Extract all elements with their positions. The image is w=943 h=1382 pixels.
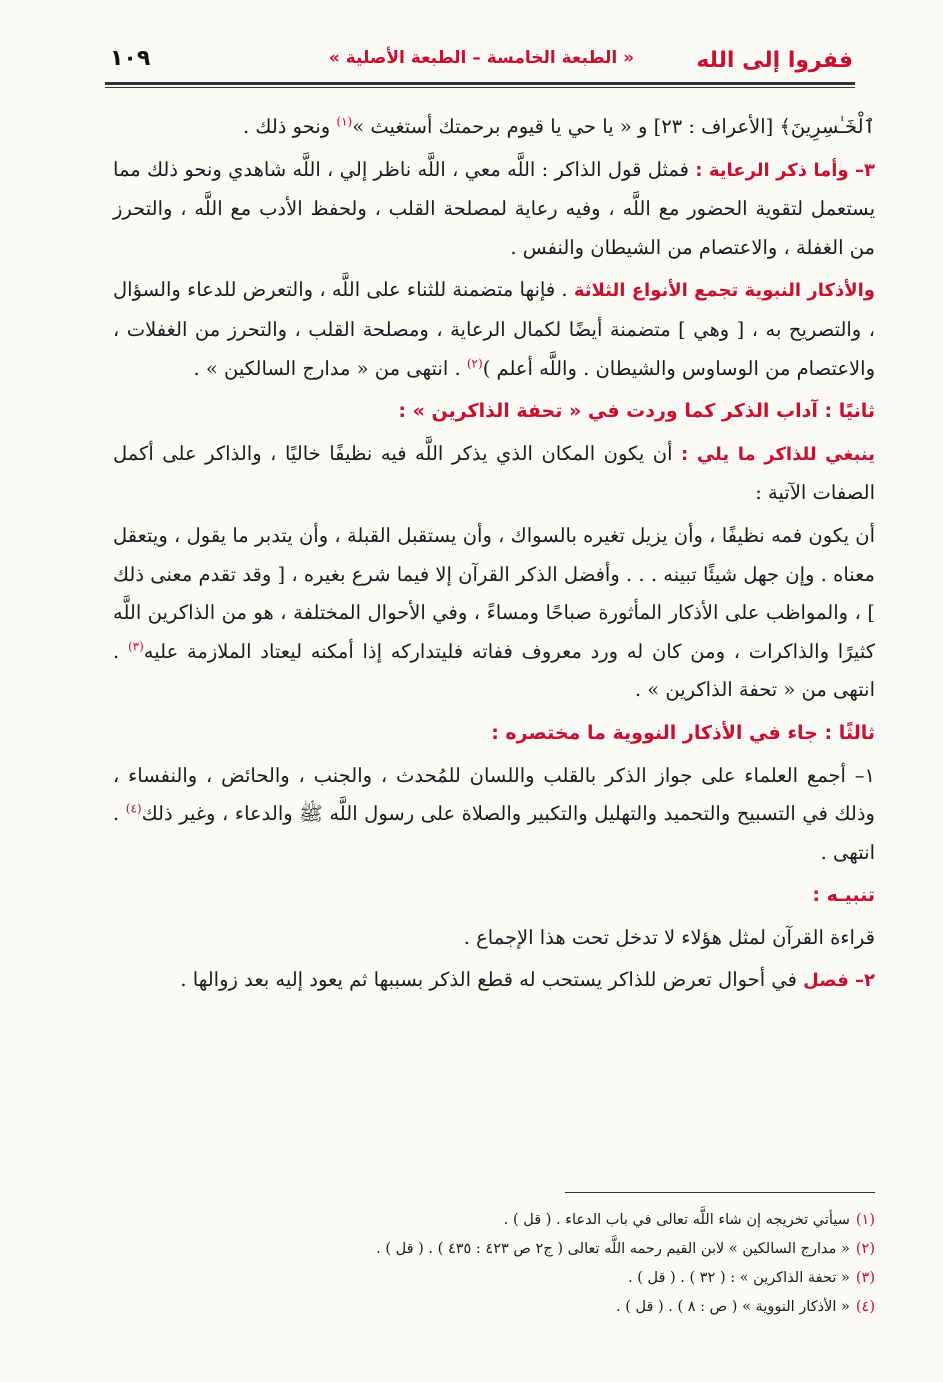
paragraph <box>113 108 875 147</box>
footnote-number: (٢) <box>855 1241 875 1257</box>
paragraph <box>113 435 875 513</box>
footnote-text: سيأتي تخريجه إن شاء اللَّه تعالى في باب الدعاء . ( قل ) . <box>503 1212 850 1228</box>
footnote-ref: (٣) <box>127 639 144 654</box>
footnotes <box>113 1206 875 1322</box>
paragraph-text: ٱلْخَـٰسِرِينَ﴾ [الأعراف : ٢٣] و « يا حي يا قيوم برحمتك أستغيث » <box>352 115 875 138</box>
book-title: ففروا إلى الله <box>696 48 853 73</box>
paragraph-text: أن يكون فمه نظيفًا ، وأن يزيل تغيره بالسواك ، وأن يستقبل القبلة ، وأن يتدبر ما يقول ، ويتعقل معناه . وإن جهل شيئًا تبينه . . . وأفضل الذكر القرآن إلا فيما شرع بغيره ، [ وقد تقدم معنى ذلك ] ، والمواظب على الأذكار المأثورة صباحًا ومساءً ، وفي الأحوال المختلفة ، هو من الذاكرين اللَّه كثيرًا والذاكرات ، ومن كان له ورد معروف ففاته فليتداركه إذا أمكنه ليعتاد الملازمة عليه <box>113 523 875 663</box>
header-rule-thick <box>105 82 855 85</box>
footnote-ref: (٤) <box>125 801 142 816</box>
paragraph-tail: . انتهى من « مدارج السالكين » . <box>193 356 467 380</box>
footnote <box>113 1293 875 1322</box>
page-header <box>110 38 853 82</box>
footnote-text: « مدارج السالكين » لابن القيم رحمه اللَّه تعالى ( ج٢ ص ٤٢٣ : ٤٣٥ ) . ( قل ) . <box>376 1241 850 1257</box>
footnote <box>113 1206 875 1235</box>
paragraph-lead: ٣– وأما ذكر الرعاية : <box>695 159 875 181</box>
paragraph-text: قراءة القرآن لمثل هؤلاء لا تدخل تحت هذا الإجماع . <box>463 925 875 949</box>
footnote-text: « تحفة الذاكرين » : ( ٣٢ ) . ( قل ) . <box>628 1270 850 1286</box>
paragraph-tail: . انتهى من « تحفة الذاكرين » . <box>113 639 875 702</box>
footnote-divider <box>565 1192 875 1193</box>
paragraph-lead: والأذكار النبوية تجمع الأنواع الثلاثة <box>573 280 875 302</box>
paragraph <box>113 271 875 388</box>
footnote-text: « الأذكار النووية » ( ص : ٨ ) . ( قل ) . <box>616 1299 850 1315</box>
paragraph-text: فمثل قول الذاكر : اللَّه معي ، اللَّه ناظر إلي ، اللَّه شاهدي ونحو ذلك مما يستعمل لتقوية الحضور مع اللَّه ، وفيه رعاية لمصلحة القلب ، ولحفظ الأدب مع اللَّه ، والتحرز من الغفلة ، والاعتصام من الشيطان والنفس . <box>113 157 875 259</box>
edition-label: « الطبعة الخامسة – الطبعة الأصلية » <box>328 48 635 68</box>
footnote-ref: (٢) <box>466 356 483 371</box>
paragraph-text: في أحوال تعرض للذاكر يستحب له قطع الذكر بسببها ثم يعود إليه بعد زوالها . <box>180 968 804 992</box>
section-heading: تنبيـه : <box>812 884 875 907</box>
section-heading: ثالثًا : جاء في الأذكار النووية ما مختصره : <box>491 721 875 744</box>
paragraph-tail: . انتهى . <box>113 802 875 864</box>
footnote <box>113 1235 875 1264</box>
paragraph <box>113 517 875 710</box>
footnote-number: (١) <box>855 1212 875 1228</box>
footnote <box>113 1264 875 1293</box>
paragraph <box>113 919 875 958</box>
paragraph-tail: ونحو ذلك . <box>243 115 337 138</box>
footnote-number: (٣) <box>855 1270 875 1286</box>
paragraph <box>113 151 875 268</box>
footnote-number: (٤) <box>855 1299 875 1315</box>
paragraph-lead: ينبغي للذاكر ما يلي : <box>681 443 876 465</box>
paragraph <box>113 757 875 873</box>
paragraph-text: ١– أجمع العلماء على جواز الذكر بالقلب واللسان للمُحدث ، والجنب ، والحائض ، والنفساء ، وذلك في التسبيح والتحميد والتهليل والتكبير والصلاة على رسول اللَّه ﷺ والدعاء ، وغير ذلك <box>113 763 875 826</box>
page-number: ١٠٩ <box>110 46 151 71</box>
main-text <box>113 108 875 1005</box>
paragraph-text: أن يكون المكان الذي يذكر اللَّه فيه نظيفًا خاليًا ، والذاكر على أكمل الصفات الآتية : <box>113 441 875 505</box>
paragraph-text: . فإنها متضمنة للثناء على اللَّه ، والتعرض للدعاء والسؤال ، والتصريح به ، [ وهي ] متضمنة أيضًا لكمال الرعاية ، ومصلحة القلب ، والتحرز من الغفلات ، والاعتصام من الوساوس والشيطان . واللَّه أعلم ) <box>113 278 875 380</box>
section-heading: ثانيًا : آداب الذكر كما وردت في « تحفة الذاكرين » : <box>398 400 875 423</box>
paragraph <box>113 961 875 1001</box>
paragraph-lead: ٢– فصل <box>803 970 875 992</box>
header-rule-thin <box>105 87 855 88</box>
footnote-ref: (١) <box>336 114 353 129</box>
